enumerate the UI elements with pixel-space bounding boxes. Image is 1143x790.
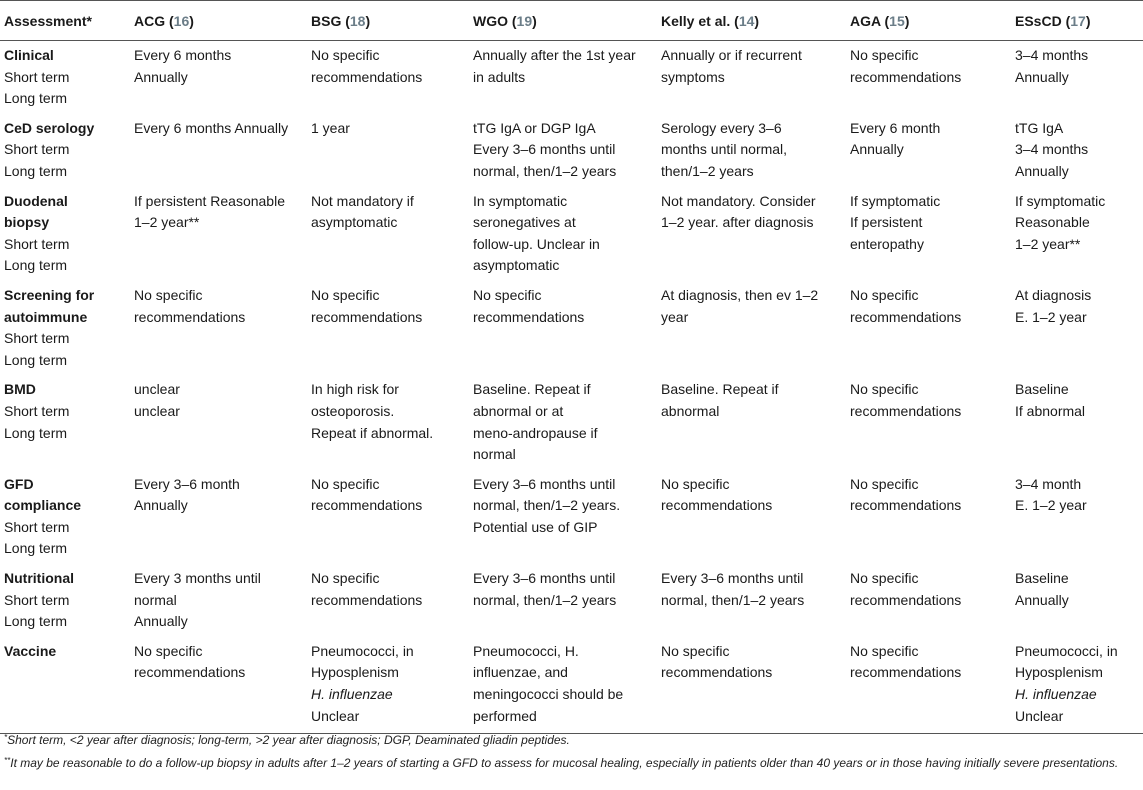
table-cell — [1011, 375, 1143, 469]
cell-line: abnormal — [661, 402, 720, 419]
cell-line: recommendations — [311, 308, 423, 325]
column-header-name: ACG ( — [134, 12, 174, 29]
cell-line: At diagnosis, then ev 1–2 — [661, 286, 819, 303]
table-cell — [130, 187, 307, 281]
cell-line: Repeat if abnormal. — [311, 424, 434, 441]
cell-line: Not mandatory if — [311, 192, 414, 209]
cell-line: asymptomatic — [311, 214, 398, 231]
cell-line: Annually — [134, 497, 188, 514]
cell-line: Every 3–6 month — [134, 475, 240, 492]
cell-line: influenzae, and — [473, 664, 568, 681]
column-header-name: ESsCD ( — [1015, 12, 1071, 29]
table-cell — [657, 564, 846, 637]
table-row — [0, 564, 1143, 637]
cell-line: E. 1–2 year — [1015, 497, 1087, 514]
cell-line: If abnormal — [1015, 402, 1086, 419]
assessment-term: Long term — [4, 162, 68, 179]
cell-line: No specific — [473, 286, 542, 303]
cell-line: Every 6 months — [134, 47, 232, 63]
assessment-label: Clinical — [4, 47, 54, 63]
assessment-cell — [0, 564, 130, 637]
column-header-ref: 14 — [738, 12, 755, 29]
cell-line: 3–4 months — [1015, 47, 1089, 63]
cell-line: Annually — [1015, 162, 1069, 179]
column-header-name: WGO ( — [473, 12, 517, 29]
table-cell — [307, 470, 469, 564]
table-cell — [846, 470, 1011, 564]
column-header — [0, 1, 130, 41]
cell-line: Annually — [134, 613, 188, 630]
cell-line: No specific — [311, 286, 380, 303]
cell-line: normal, then/1–2 years. — [473, 497, 621, 514]
cell-line: normal, then/1–2 years — [661, 591, 805, 608]
table-cell — [846, 114, 1011, 187]
cell-line: symptoms — [661, 68, 725, 85]
table-cell — [469, 470, 657, 564]
cell-line: No specific — [661, 475, 730, 492]
cell-line: 1–2 year** — [1015, 235, 1081, 252]
assessment-cell — [0, 187, 130, 281]
cell-line: recommendations — [661, 497, 773, 514]
table-cell — [657, 281, 846, 375]
cell-line: 1–2 year. after diagnosis — [661, 214, 814, 231]
table-cell — [846, 41, 1011, 114]
cell-line: Not mandatory. Consider — [661, 192, 816, 209]
cell-line: normal, then/1–2 years — [473, 591, 617, 608]
cell-line: Annually — [1015, 591, 1069, 608]
assessment-label: BMD — [4, 381, 36, 398]
cell-line: tTG IgA or DGP IgA — [473, 119, 596, 136]
cell-line: Every 6 month — [850, 119, 941, 136]
assessment-term: Long term — [4, 613, 68, 630]
cell-line: If symptomatic — [1015, 192, 1106, 209]
cell-line: No specific — [850, 47, 919, 63]
assessment-label: GFD — [4, 475, 34, 492]
column-header-close: ) — [754, 12, 760, 29]
table-cell — [307, 281, 469, 375]
assessment-term: Short term — [4, 591, 70, 608]
table-cell — [307, 114, 469, 187]
cell-line: Annually — [1015, 68, 1069, 85]
table-cell — [469, 187, 657, 281]
table-row — [0, 114, 1143, 187]
table-cell — [130, 114, 307, 187]
column-header — [307, 1, 469, 41]
table-row — [0, 637, 1143, 734]
cell-line: recommendations — [661, 664, 773, 681]
column-header-close: ) — [189, 12, 194, 29]
column-header-close: ) — [532, 12, 537, 29]
cell-line: In symptomatic — [473, 192, 568, 209]
cell-line: At diagnosis — [1015, 286, 1092, 303]
cell-line: Annually after the 1st year — [473, 47, 636, 63]
cell-line: recommendations — [473, 308, 585, 325]
table-cell — [130, 564, 307, 637]
cell-line: Pneumococci, in — [1015, 642, 1118, 659]
cell-line: 3–4 month — [1015, 475, 1082, 492]
cell-line: E. 1–2 year — [1015, 308, 1087, 325]
cell-line: recommendations — [850, 497, 962, 514]
cell-line: If persistent — [850, 214, 923, 231]
table-row — [0, 281, 1143, 375]
assessment-label: compliance — [4, 497, 82, 514]
cell-line: Every 6 months Annually — [134, 119, 289, 136]
column-header-ref: 17 — [1070, 12, 1086, 29]
table-row — [0, 41, 1143, 114]
column-header-close: ) — [365, 12, 371, 29]
assessment-label: Vaccine — [4, 642, 57, 659]
cell-line: No specific — [311, 47, 380, 63]
column-header — [846, 1, 1011, 41]
table-cell — [469, 281, 657, 375]
cell-line: recommendations — [850, 68, 962, 85]
table-row — [0, 375, 1143, 469]
footnote-text: It may be reasonable to do a follow-up biopsy in adults after 1–2 years of starting a GFD to assess for mucosal healing, especially in patients older than 40 years or in those having initially severe presentations. — [10, 756, 1119, 770]
cell-line: Baseline — [1015, 570, 1069, 587]
assessment-label: Nutritional — [4, 570, 74, 587]
footnote-text: Short term, <2 year after diagnosis; long-term, >2 year after diagnosis; DGP, Deaminated gliadin peptides. — [7, 733, 570, 747]
cell-line: Potential use of GIP — [473, 518, 598, 535]
cell-line: seronegatives at — [473, 214, 576, 231]
column-header-close: ) — [904, 12, 910, 29]
table-cell — [130, 637, 307, 734]
table-cell — [130, 375, 307, 469]
cell-line: Pneumococci, in — [311, 642, 414, 659]
table-cell — [846, 564, 1011, 637]
table-cell — [469, 114, 657, 187]
assessment-term: Short term — [4, 402, 70, 419]
cell-line: normal — [134, 591, 177, 608]
cell-line: meningococci should be — [473, 686, 624, 703]
assessment-label: Screening for — [4, 286, 95, 303]
footnote — [4, 752, 1139, 772]
cell-line: Every 3–6 months until — [473, 141, 616, 158]
footnote-mark: ** — [4, 756, 11, 765]
table-cell — [1011, 41, 1143, 114]
table-cell — [657, 470, 846, 564]
cell-line: 1 year — [311, 119, 350, 136]
assessment-term: Long term — [4, 257, 68, 274]
cell-line: asymptomatic — [473, 257, 560, 274]
cell-line: No specific — [850, 381, 919, 398]
assessment-term: Short term — [4, 68, 70, 85]
table-cell — [846, 375, 1011, 469]
cell-line: Every 3–6 months until — [473, 570, 616, 587]
cell-line: No specific — [134, 642, 203, 659]
table-cell — [307, 187, 469, 281]
assessment-term: Long term — [4, 540, 68, 557]
table-cell — [469, 564, 657, 637]
table-cell — [307, 375, 469, 469]
cell-line: No specific — [850, 642, 919, 659]
table-cell — [307, 41, 469, 114]
cell-line: Baseline. Repeat if — [473, 381, 591, 398]
column-header-name: AGA ( — [850, 12, 890, 29]
column-header-close: ) — [1085, 12, 1091, 29]
assessment-cell — [0, 470, 130, 564]
cell-line: Annually or if recurrent — [661, 47, 802, 63]
table-row — [0, 470, 1143, 564]
table-cell — [307, 637, 469, 734]
table-cell — [657, 637, 846, 734]
cell-line: If symptomatic — [850, 192, 941, 209]
cell-line: recommendations — [134, 664, 246, 681]
cell-line: 1–2 year** — [134, 214, 200, 231]
assessment-label: Duodenal — [4, 192, 68, 209]
cell-line: recommendations — [850, 402, 962, 419]
cell-line: in adults — [473, 68, 526, 85]
cell-line: No specific — [661, 642, 730, 659]
column-header — [657, 1, 846, 41]
cell-line: meno-andropause if — [473, 424, 598, 441]
cell-line: No specific — [850, 570, 919, 587]
table-cell — [1011, 187, 1143, 281]
table-cell — [657, 114, 846, 187]
table-cell — [1011, 281, 1143, 375]
cell-line: Annually — [850, 141, 904, 158]
assessment-term: Long term — [4, 351, 68, 368]
cell-line: recommendations — [311, 591, 423, 608]
assessment-cell — [0, 114, 130, 187]
cell-line: enteropathy — [850, 235, 924, 252]
table-cell — [846, 281, 1011, 375]
assessment-term: Long term — [4, 424, 68, 441]
table-cell — [307, 564, 469, 637]
cell-line: year — [661, 308, 689, 325]
cell-line: tTG IgA — [1015, 119, 1064, 136]
cell-line: If persistent Reasonable — [134, 192, 285, 209]
cell-line: Every 3 months until — [134, 570, 261, 587]
table-cell — [657, 41, 846, 114]
cell-line: recommendations — [134, 308, 246, 325]
table-cell — [657, 375, 846, 469]
assessment-label: autoimmune — [4, 308, 88, 325]
column-header — [1011, 1, 1143, 41]
cell-line: then/1–2 years — [661, 162, 754, 179]
cell-line: No specific — [311, 570, 380, 587]
cell-line: normal — [473, 446, 516, 463]
assessment-term: Short term — [4, 518, 70, 535]
table-cell — [130, 41, 307, 114]
column-header-name: BSG ( — [311, 12, 350, 29]
cell-line: recommendations — [850, 591, 962, 608]
cell-line: normal, then/1–2 years — [473, 162, 617, 179]
cell-line: 3–4 months — [1015, 141, 1089, 158]
cell-line: Unclear — [1015, 707, 1064, 724]
header-row — [0, 1, 1143, 41]
table-cell — [130, 470, 307, 564]
table-cell — [846, 637, 1011, 734]
assessment-label: CeD serology — [4, 119, 95, 136]
cell-line: Every 3–6 months until — [661, 570, 804, 587]
assessment-term: Short term — [4, 330, 70, 347]
column-header-ref: 19 — [516, 12, 533, 29]
cell-line: H. influenzae — [311, 686, 393, 703]
cell-line: Reasonable — [1015, 214, 1090, 231]
footnote — [4, 729, 1139, 749]
cell-line: recommendations — [311, 497, 423, 514]
table-header — [0, 1, 1143, 41]
assessment-cell — [0, 281, 130, 375]
cell-line: No specific — [850, 475, 919, 492]
cell-line: Annually — [134, 68, 188, 85]
column-header-ref: 15 — [889, 12, 905, 29]
table-cell — [469, 41, 657, 114]
assessment-cell — [0, 41, 130, 114]
table-cell — [469, 637, 657, 734]
footnotes — [4, 729, 1139, 775]
cell-line: No specific — [134, 286, 203, 303]
table-body — [0, 41, 1143, 734]
table-cell — [130, 281, 307, 375]
table-row — [0, 187, 1143, 281]
column-header-name: Assessment* — [4, 12, 92, 29]
cell-line: osteoporosis. — [311, 402, 395, 419]
column-header — [130, 1, 307, 41]
cell-line: Every 3–6 months until — [473, 475, 616, 492]
cell-line: recommendations — [850, 664, 962, 681]
cell-line: performed — [473, 707, 537, 724]
cell-line: Hyposplenism — [311, 664, 399, 681]
cell-line: months until normal, — [661, 141, 788, 158]
table-cell — [1011, 564, 1143, 637]
cell-line: H. influenzae — [1015, 686, 1097, 703]
cell-line: Baseline — [1015, 381, 1069, 398]
cell-line: No specific — [311, 475, 380, 492]
cell-line: In high risk for — [311, 381, 399, 398]
cell-line: No specific — [850, 286, 919, 303]
cell-line: Pneumococci, H. — [473, 642, 579, 659]
table-cell — [469, 375, 657, 469]
column-header-ref: 18 — [349, 12, 366, 29]
cell-line: Serology every 3–6 — [661, 119, 782, 136]
table-cell — [657, 187, 846, 281]
assessment-term: Short term — [4, 235, 70, 252]
footnote-mark: * — [4, 733, 8, 742]
cell-line: Hyposplenism — [1015, 664, 1103, 681]
assessment-cell — [0, 637, 130, 734]
cell-line: Baseline. Repeat if — [661, 381, 779, 398]
cell-line: recommendations — [850, 308, 962, 325]
assessment-term: Long term — [4, 90, 68, 107]
assessment-label: biopsy — [4, 214, 50, 231]
assessment-cell — [0, 375, 130, 469]
column-header-name: Kelly et al. ( — [661, 12, 739, 29]
assessment-term: Short term — [4, 141, 70, 158]
column-header-ref: 16 — [173, 12, 190, 29]
cell-line: recommendations — [311, 68, 423, 85]
table-cell — [846, 187, 1011, 281]
cell-line: Unclear — [311, 707, 360, 724]
column-header — [469, 1, 657, 41]
cell-line: unclear — [134, 402, 180, 419]
cell-line: follow-up. Unclear in — [473, 235, 600, 252]
table-cell — [1011, 114, 1143, 187]
cell-line: abnormal or at — [473, 402, 564, 419]
table-cell — [1011, 470, 1143, 564]
table-cell — [1011, 637, 1143, 734]
cell-line: unclear — [134, 381, 180, 398]
